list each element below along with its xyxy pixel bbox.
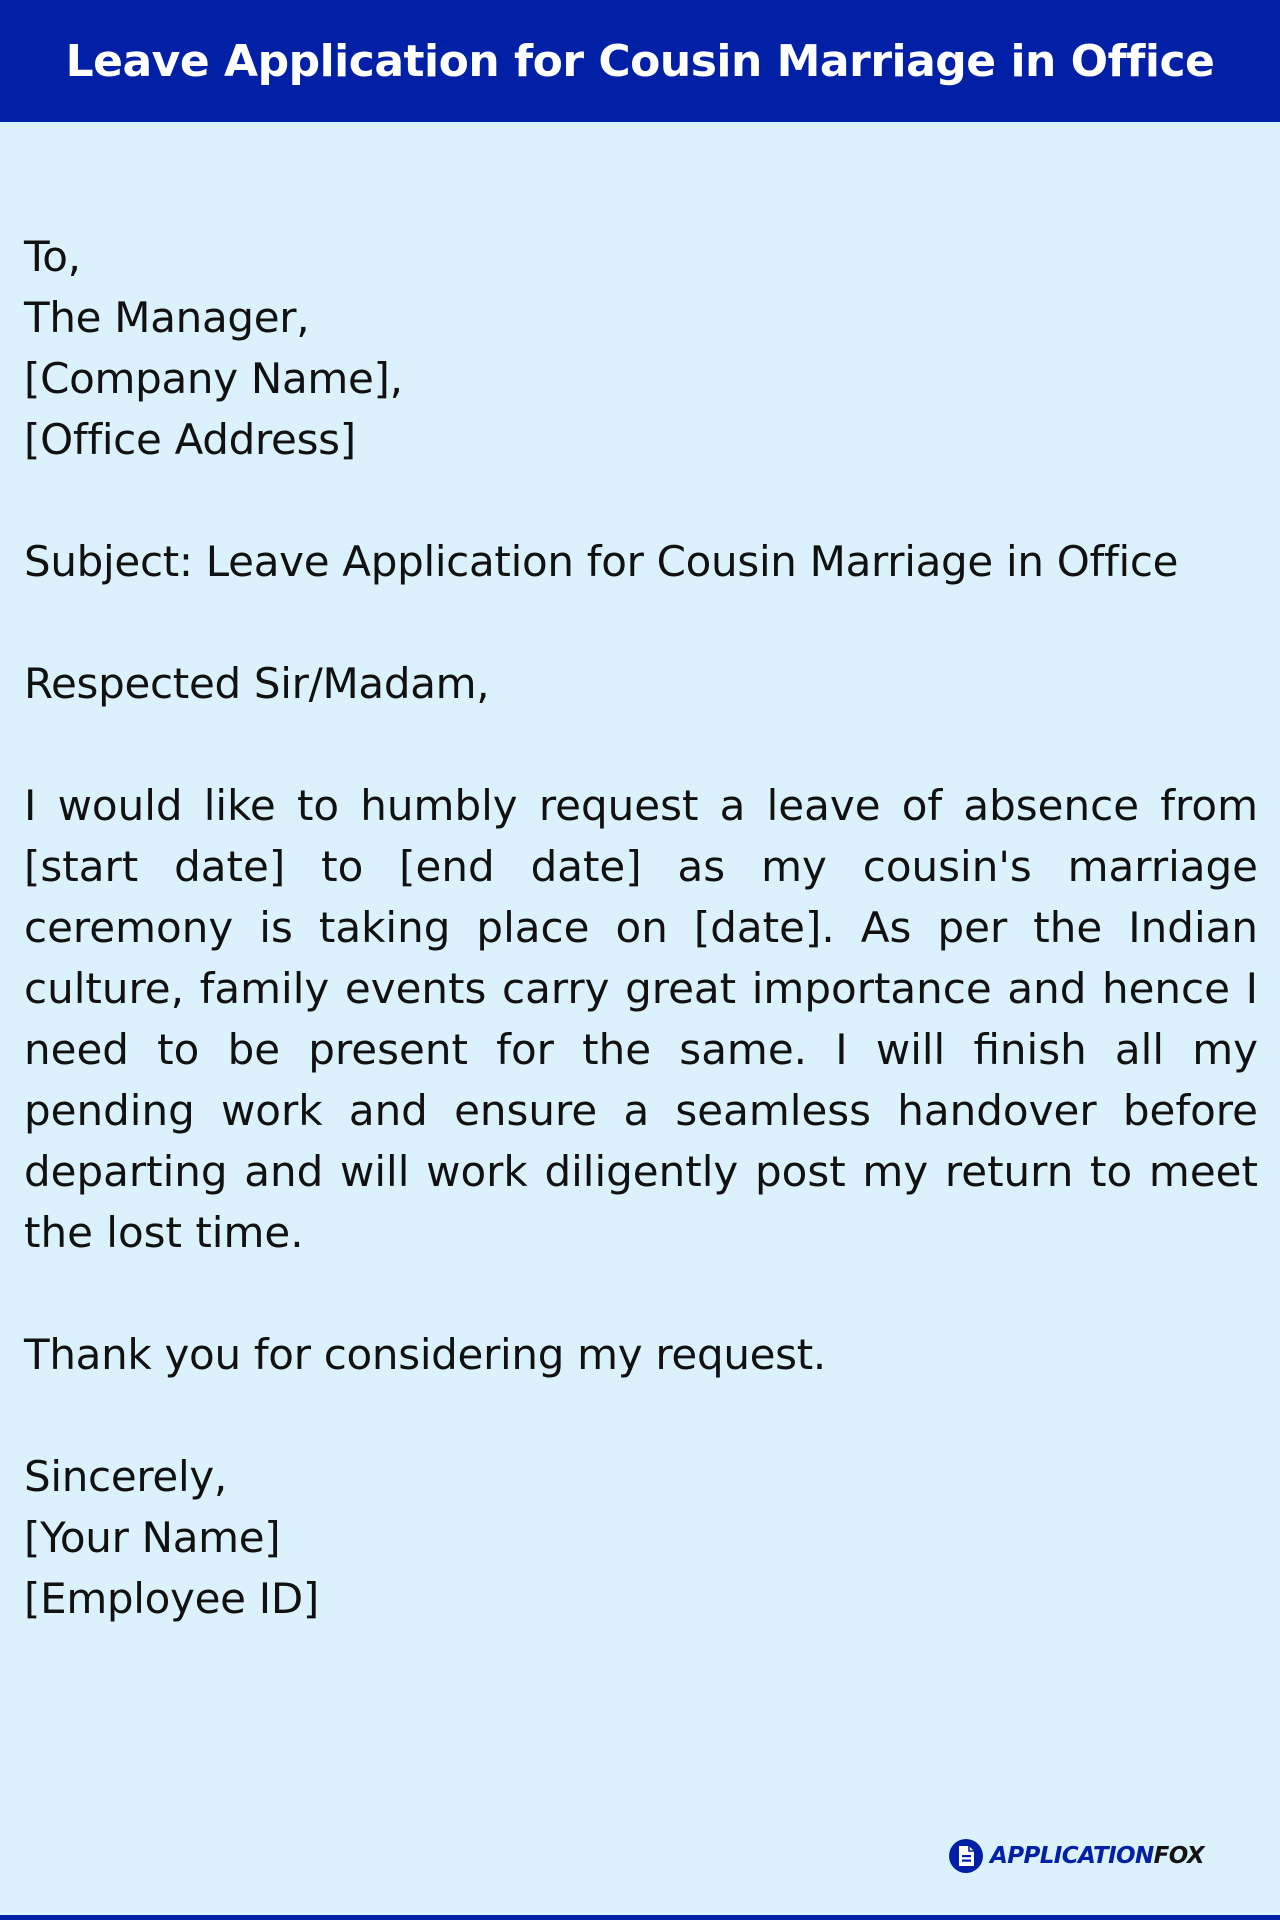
body-paragraph: I would like to humbly request a leave of absence from [start date] to [end date] as my cousin's marriage ceremony is taking place on [date]. As per the Indian culture, family events carry great importance and hence I need to be present for the same. I will finish all my pending work and ensure a seamless handover before departing and will work diligently post my return to meet the lost time.	[24, 781, 1258, 1257]
brand-name-application: APPLICATION	[990, 1843, 1154, 1869]
recipient-line-company: [Company Name],	[24, 354, 403, 403]
salutation: Respected Sir/Madam,	[24, 659, 490, 708]
spacer	[24, 470, 1258, 531]
brand-logo	[948, 1836, 1204, 1876]
recipient-line-address: [Office Address]	[24, 415, 356, 464]
recipient-line-manager: The Manager,	[24, 293, 310, 342]
header-banner	[0, 0, 1280, 122]
spacer	[24, 714, 1258, 775]
closing-line: Sincerely,	[24, 1452, 227, 1501]
spacer	[24, 1263, 1258, 1324]
signature-name: [Your Name]	[24, 1513, 281, 1562]
spacer	[24, 1385, 1258, 1446]
recipient-line-to: To,	[24, 232, 81, 281]
subject-line: Subject: Leave Application for Cousin Marriage in Office	[24, 537, 1179, 586]
document-badge-icon	[948, 1838, 984, 1874]
footer-divider	[0, 1915, 1280, 1920]
brand-name-fox: FOX	[1153, 1843, 1205, 1869]
thanks-line: Thank you for considering my request.	[24, 1330, 826, 1379]
letter-body	[24, 226, 1258, 1629]
page-title: Leave Application for Cousin Marriage in Office	[65, 35, 1215, 87]
signature-employee-id: [Employee ID]	[24, 1574, 319, 1623]
brand-wordmark	[990, 1843, 1204, 1869]
spacer	[24, 592, 1258, 653]
